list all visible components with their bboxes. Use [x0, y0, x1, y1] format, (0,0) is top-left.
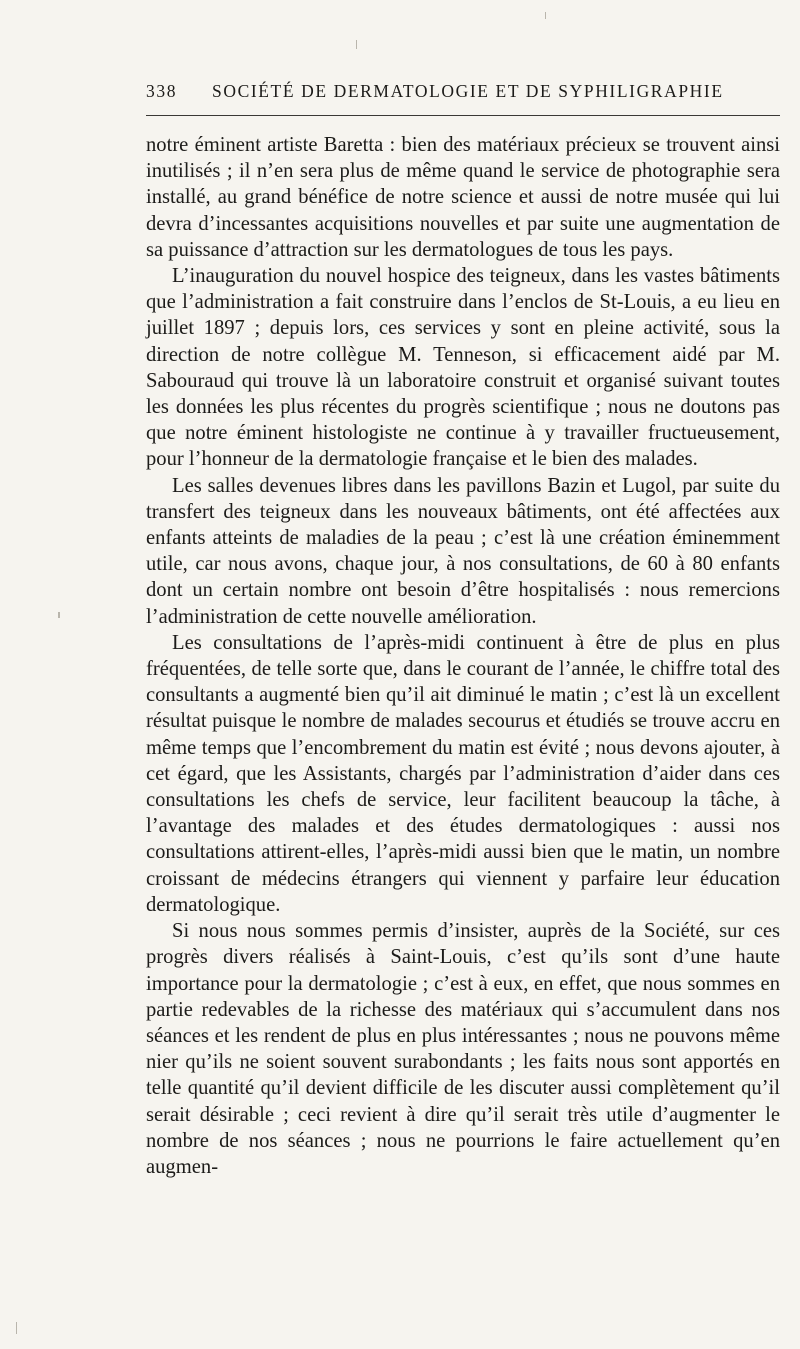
- paper-speck: [356, 40, 357, 49]
- page-number: 338: [146, 81, 178, 101]
- body-text: [146, 132, 780, 1180]
- header-rule: [146, 115, 780, 116]
- paper-speck: [16, 1322, 17, 1334]
- paragraph-continuation: notre éminent artiste Baretta : bien des matériaux précieux se trouvent ainsi inutilisés ; il n’en sera plus de même quand le service de photographie sera installé, au grand bénéfice de notre science et aussi de notre musée qui lui devra d’incessantes acquisitions nouvelles et par suite une augmentation de sa puissance d’attraction sur les dermatologues de tous les pays.: [146, 134, 780, 261]
- paragraph-consultations: Les consultations de l’après-midi continuent à être de plus en plus fréquentées, de telle sorte que, dans le courant de l’année, le chiffre total des consultants a augmenté bien qu’il ait diminué le matin ; c’est là un excellent résultat puisque le nombre de malades secourus et étudiés se trouve accru en même temps que l’encombrement du matin est évité ; nous devons ajouter, à cet égard, que les Assistants, chargés par l’administration d’aider dans ces consultations les chefs de service, leur facilitent beaucoup la tâche, à l’avantage des malades et des études dermatologiques : aussi nos consultations attirent-elles, l’après-midi aussi bien que le matin, un nombre croissant de médecins étrangers qui viennent y parfaire leur éducation dermatologique.: [146, 631, 780, 916]
- paper-speck: [545, 12, 546, 19]
- paragraph-progres-saint-louis: Si nous nous sommes permis d’insister, auprès de la Société, sur ces progrès divers réalisés à Saint-Louis, c’est qu’ils sont d’une haute importance pour la dermatologie ; c’est à eux, en effet, que nous sommes en partie redevables de la richesse des matériaux qui s’accumulent dans nos séances et les rendent de plus en plus intéressantes ; nous ne pouvons même nier qu’ils ne soient souvent surabondants ; les faits nous sont apportés en telle quantité qu’il devient difficile de les discuter aussi complètement qu’il serait désirable ; ceci revient à dire qu’il serait très utile d’augmenter le nombre de nos séances ; nous ne pourrions le faire actuellement qu’en augmen-: [146, 920, 780, 1178]
- paragraph-salles-enfants: Les salles devenues libres dans les pavillons Bazin et Lugol, par suite du transfert des teigneux dans les nouveaux bâtiments, ont été affectées aux enfants atteints de maladies de la peau ; c’est là une création éminemment utile, car nous avons, chaque jour, à nos consultations, de 60 à 80 enfants dont un certain nombre ont besoin d’être hospitalisés : nous remercions l’administration de cette nouvelle amélioration.: [146, 474, 780, 628]
- paragraph-hospice-teigneux: L’inauguration du nouvel hospice des teigneux, dans les vastes bâtiments que l’administration a fait construire dans l’enclos de St-Louis, a eu lieu en juillet 1897 ; depuis lors, ces services y sont en pleine activité, sous la direction de notre collègue M. Tenneson, si efficacement aidé par M. Sabouraud qui trouve là un laboratoire construit et organisé suivant toutes les données les plus récentes du progrès scientifique ; nous ne doutons pas que notre éminent histologiste ne continue à y travailler fructueusement, pour l’honneur de la dermatologie française et le bien des malades.: [146, 265, 780, 471]
- running-head: [146, 78, 780, 104]
- paper-speck: [58, 612, 60, 618]
- running-title: SOCIÉTÉ DE DERMATOLOGIE ET DE SYPHILIGRAPHIE: [212, 81, 724, 101]
